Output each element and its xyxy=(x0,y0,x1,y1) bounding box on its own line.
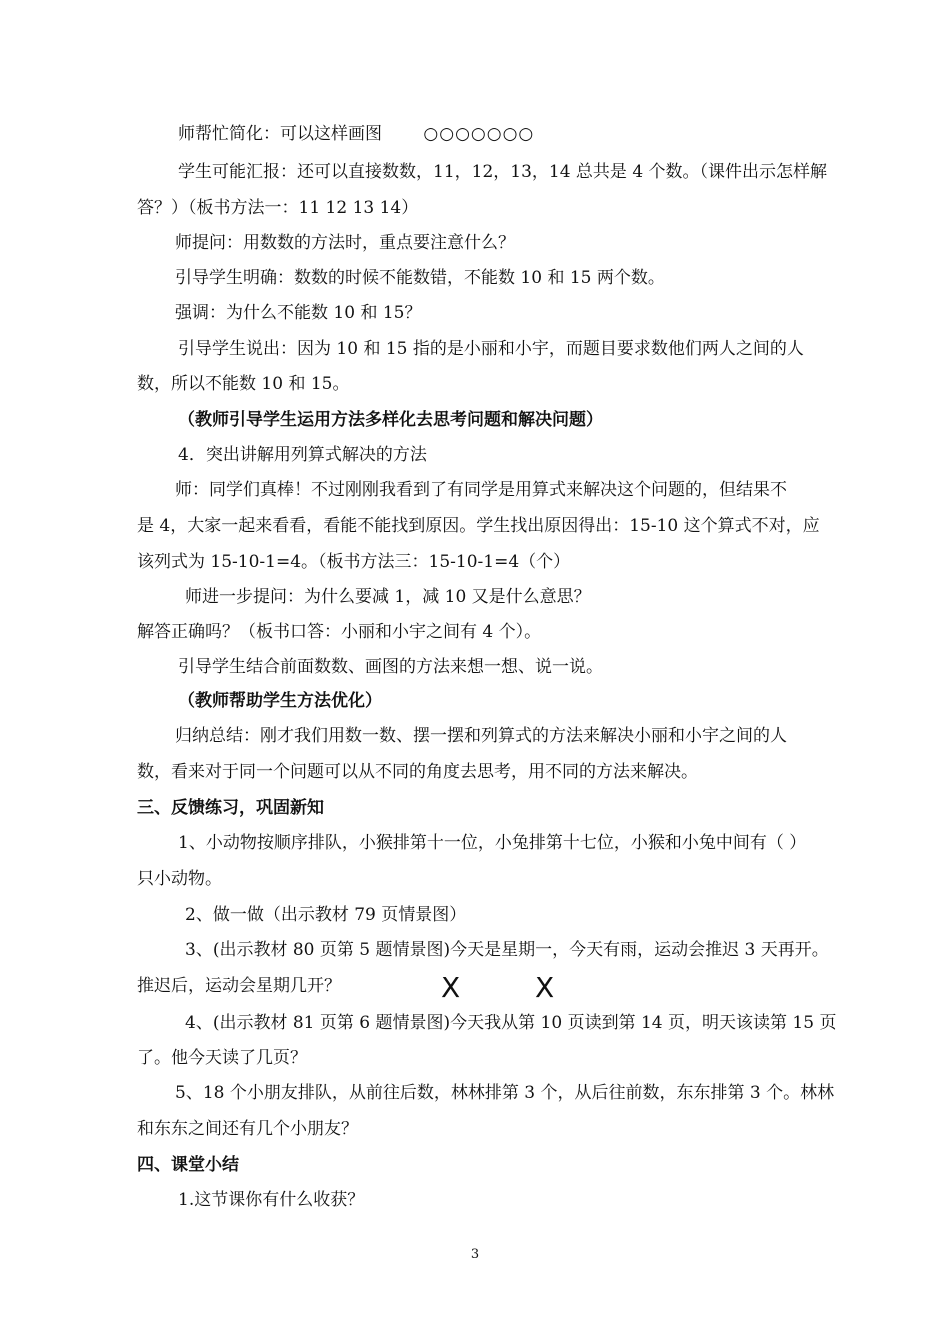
x-mark-icon: Ⅹ xyxy=(441,971,461,1004)
circle-drawing: ○○○○○○○ xyxy=(423,124,535,144)
paragraph-line: 该列式为 15-10-1=4。（板书方法三：15-10-1=4（个） xyxy=(137,552,571,572)
section-note: （教师引导学生运用方法多样化去思考问题和解决问题） xyxy=(178,410,603,430)
paragraph-line: 答？）（板书方法一：11 12 13 14） xyxy=(137,198,419,218)
paragraph-line: 解答正确吗？（板书口答：小丽和小宇之间有 4 个）。 xyxy=(137,622,542,642)
exercise-line: 5、18 个小朋友排队，从前往后数，林林排第 3 个，从后往前数，东东排第 3 个。林林 xyxy=(175,1083,835,1103)
paragraph-line: 1.这节课你有什么收获？ xyxy=(178,1190,365,1210)
exercise-line: 2、做一做（出示教材 79 页情景图） xyxy=(185,905,467,925)
paragraph-line: 是 4，大家一起来看看，看能不能找到原因。学生找出原因得出：15-10 这个算式不对，应 xyxy=(137,516,820,536)
section-note: （教师帮助学生方法优化） xyxy=(178,691,382,711)
paragraph-line: 引导学生说出：因为 10 和 15 指的是小丽和小宇，而题目要求数他们两人之间的人 xyxy=(178,339,804,359)
exercise-line: 了。他今天读了几页？ xyxy=(137,1048,307,1068)
x-mark-icon: Ⅹ xyxy=(535,971,555,1004)
paragraph-line: 学生可能汇报：还可以直接数数，11，12，13，14 总共是 4 个数。（课件出示怎样解 xyxy=(178,162,828,182)
line-text: 师帮忙简化：可以这样画图 xyxy=(178,124,382,144)
paragraph-line: 师提问：用数数的方法时，重点要注意什么？ xyxy=(175,233,515,253)
paragraph-line: 强调：为什么不能数 10 和 15？ xyxy=(175,303,422,323)
page-number: 3 xyxy=(470,1247,480,1262)
paragraph-line xyxy=(178,123,534,145)
paragraph-line: 引导学生明确：数数的时候不能数错，不能数 10 和 15 两个数。 xyxy=(175,268,665,288)
exercise-line: 1、小动物按顺序排队，小猴排第十一位，小兔排第十七位，小猴和小兔中间有（ ） xyxy=(178,833,807,853)
section-heading: 四、课堂小结 xyxy=(137,1155,239,1175)
paragraph-line: 引导学生结合前面数数、画图的方法来想一想、说一说。 xyxy=(178,657,603,677)
paragraph-line: 师进一步提问：为什么要减 1，减 10 又是什么意思？ xyxy=(185,587,591,607)
exercise-line: 只小动物。 xyxy=(137,869,222,889)
exercise-line: 和东东之间还有几个小朋友？ xyxy=(137,1119,358,1139)
paragraph-line: 师：同学们真棒！不过刚刚我看到了有同学是用算式来解决这个问题的，但结果不 xyxy=(175,480,787,500)
paragraph-line: 4．突出讲解用列算式解决的方法 xyxy=(178,445,427,465)
exercise-line: 推迟后，运动会星期几开？ xyxy=(137,976,341,996)
paragraph-line: 数，看来对于同一个问题可以从不同的角度去思考，用不同的方法来解决。 xyxy=(137,762,698,782)
paragraph-line: 数，所以不能数 10 和 15。 xyxy=(137,374,350,394)
section-heading: 三、反馈练习，巩固新知 xyxy=(137,798,324,818)
exercise-line: 3、(出示教材 80 页第 5 题情景图)今天是星期一，今天有雨，运动会推迟 3 天再开。 xyxy=(185,940,829,960)
exercise-line: 4、(出示教材 81 页第 6 题情景图)今天我从第 10 页读到第 14 页，明天该读第 15 页 xyxy=(185,1013,837,1033)
paragraph-line: 归纳总结：刚才我们用数一数、摆一摆和列算式的方法来解决小丽和小宇之间的人 xyxy=(175,726,787,746)
